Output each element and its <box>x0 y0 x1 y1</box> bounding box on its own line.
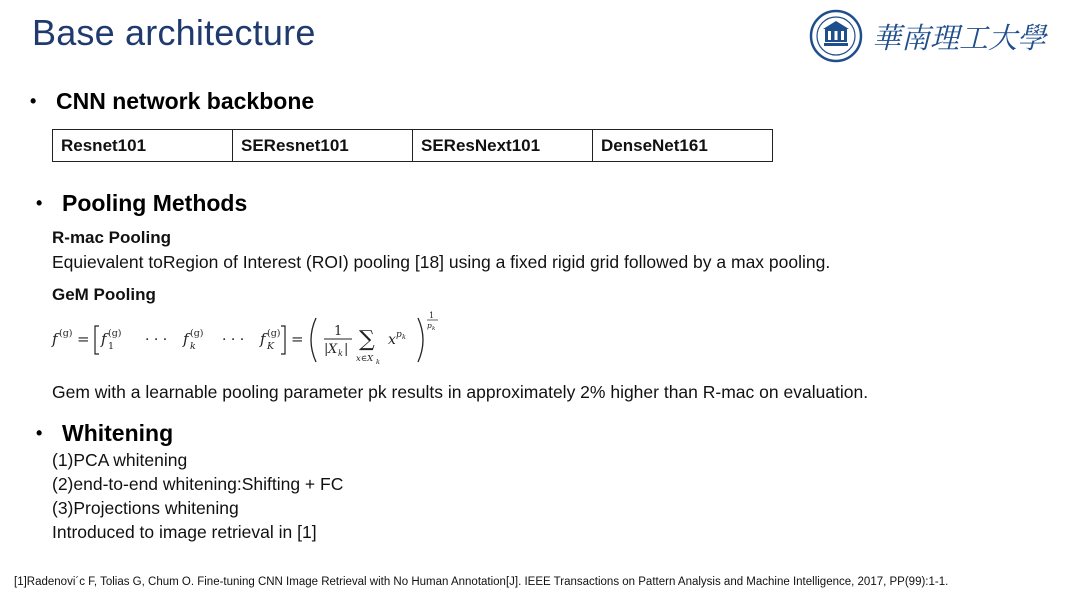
table-cell: SEResnet101 <box>233 130 413 162</box>
list-item: (1)PCA whitening <box>52 450 188 470</box>
gem-title: GeM Pooling <box>52 285 156 304</box>
bullet-icon: • <box>36 193 43 213</box>
list-item: (3)Projections whitening <box>52 498 239 518</box>
whitening-heading <box>36 420 173 447</box>
rmac-description: Equievalent toRegion of Interest (ROI) pooling [18] using a fixed rigid grid followed by a max pooling. <box>52 252 831 272</box>
university-logo <box>808 8 1048 64</box>
table-cell: Resnet101 <box>53 130 233 162</box>
rmac-title: R-mac Pooling <box>52 228 172 247</box>
svg-text:|: | <box>344 342 349 357</box>
pooling-heading <box>36 190 247 217</box>
svg-text:=: = <box>291 330 304 348</box>
svg-text:x: x <box>388 332 396 348</box>
svg-text:(g): (g) <box>190 328 204 339</box>
svg-text:· · ·: · · · <box>222 332 245 348</box>
bullet-icon: • <box>36 423 43 443</box>
svg-text:f: f <box>260 330 266 348</box>
table-cell: SEResNext101 <box>413 130 593 162</box>
gem-formula <box>50 306 450 370</box>
svg-text:p: p <box>396 330 402 340</box>
list-item: Introduced to image retrieval in [1] <box>52 522 317 542</box>
svg-text:(g): (g) <box>59 328 73 339</box>
pooling-heading-text: Pooling Methods <box>62 190 248 216</box>
backbone-table <box>52 129 773 162</box>
svg-text:∑: ∑ <box>359 327 375 352</box>
svg-text:1: 1 <box>108 341 115 352</box>
university-seal-icon <box>808 8 1048 64</box>
table-cell: DenseNet161 <box>593 130 773 162</box>
gem-description: Gem with a learnable pooling parameter pk results in approximately 2% higher than R-mac on evaluation. <box>52 382 869 402</box>
svg-text:K: K <box>267 341 275 352</box>
svg-text:k: k <box>190 341 196 352</box>
svg-text:f: f <box>101 330 107 348</box>
slide-title: Base architecture <box>32 12 316 53</box>
svg-text:f: f <box>183 330 189 348</box>
svg-text:|: | <box>324 342 329 357</box>
table-row <box>53 130 773 162</box>
university-name-text: 華南理工大學 <box>872 21 1047 55</box>
svg-text:· · ·: · · · <box>145 332 168 348</box>
svg-text:k: k <box>338 349 343 358</box>
footnote-reference: [1]Radenovi´c F, Tolias G, Chum O. Fine-tuning CNN Image Retrieval with No Human Annotation[J]. IEEE Transactions on Pattern Analysis and Machine Intelligence, 2017, PP(99):1-1. <box>14 576 949 588</box>
svg-text:x∈X: x∈X <box>356 354 374 364</box>
bullet-icon: • <box>30 91 37 111</box>
svg-text:(g): (g) <box>108 328 122 339</box>
svg-text:X: X <box>328 342 338 357</box>
whitening-heading-text: Whitening <box>62 420 174 446</box>
svg-text:p: p <box>427 321 432 330</box>
svg-text:1: 1 <box>429 311 435 320</box>
svg-text:1: 1 <box>334 324 343 339</box>
backbone-heading <box>30 88 314 115</box>
svg-text:(g): (g) <box>267 328 281 339</box>
svg-text:k: k <box>402 333 406 341</box>
svg-text:k: k <box>432 326 436 332</box>
list-item: (2)end-to-end whitening:Shifting + FC <box>52 474 344 494</box>
backbone-heading-text: CNN network backbone <box>56 88 315 114</box>
svg-text:f: f <box>52 330 58 348</box>
svg-text:=: = <box>77 330 90 348</box>
svg-text:k: k <box>376 358 380 366</box>
